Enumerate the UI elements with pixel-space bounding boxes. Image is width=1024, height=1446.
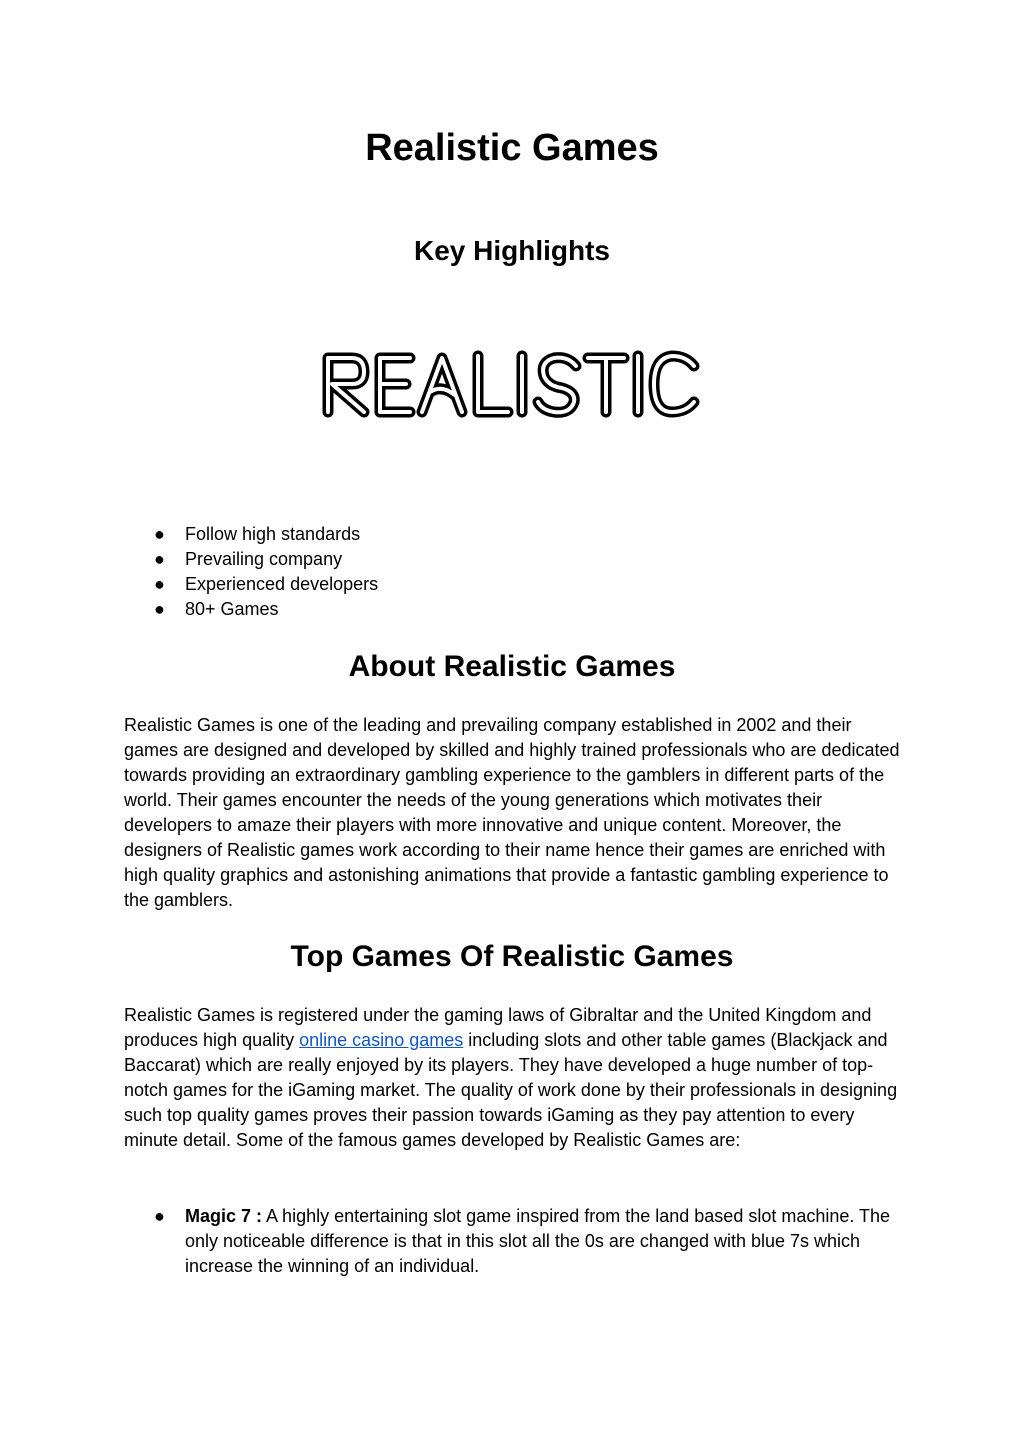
game-description: A highly entertaining slot game inspired from the land based slot machine. The only noticeable difference is that in this slot all the 0s are changed with blue 7s which increase the winning of an individual. bbox=[185, 1206, 891, 1276]
list-item: ● 80+ Games bbox=[124, 597, 378, 622]
realistic-logo bbox=[318, 344, 702, 424]
page-title: Realistic Games bbox=[365, 127, 659, 169]
games-list bbox=[124, 1204, 904, 1279]
list-item: ● Prevailing company bbox=[124, 547, 378, 572]
about-paragraph: Realistic Games is one of the leading and prevailing company established in 2002 and their games are designed and developed by skilled and highly trained professionals who are dedicated towards providing an extraordinary gambling experience to the gamblers in different parts of the world. Their games encounter the needs of the young generations which motivates their developers to amaze their players with more innovative and unique content. Moreover, the designers of Realistic games work according to their name hence their games are enriched with high quality graphics and astonishing animations that provide a fantastic gambling experience to the gamblers. bbox=[124, 715, 900, 910]
realistic-logo-icon bbox=[318, 344, 702, 424]
top-games-paragraph: Realistic Games is registered under the gaming laws of Gibraltar and the United Kingdom and produces high quality online casino games including slots and other table games (Blackjack and Baccarat) which are really enjoyed by its players. They have developed a huge number of top-notch games for the iGaming market. The quality of work done by their professionals in designing such top quality games proves their passion towards iGaming as they pay attention to every minute detail. Some of the famous games developed by Realistic Games are: bbox=[124, 1005, 898, 1150]
bullet-icon: ● bbox=[154, 599, 165, 619]
bullet-icon: ● bbox=[154, 549, 165, 569]
top-games-heading: Top Games Of Realistic Games bbox=[290, 940, 734, 973]
key-highlights-heading: Key Highlights bbox=[413, 235, 610, 266]
list-item: ● Follow high standards bbox=[124, 522, 378, 547]
about-heading: About Realistic Games bbox=[348, 650, 676, 683]
bullet-icon: ● bbox=[154, 524, 165, 544]
list-item bbox=[124, 1204, 904, 1279]
game-name: Magic 7 : bbox=[185, 1206, 263, 1226]
bullet-icon: ● bbox=[154, 1206, 165, 1226]
online-casino-games-link[interactable]: online casino games bbox=[299, 1030, 464, 1050]
highlights-list bbox=[124, 522, 378, 622]
list-item: ● Experienced developers bbox=[124, 572, 378, 597]
bullet-icon: ● bbox=[154, 574, 165, 594]
